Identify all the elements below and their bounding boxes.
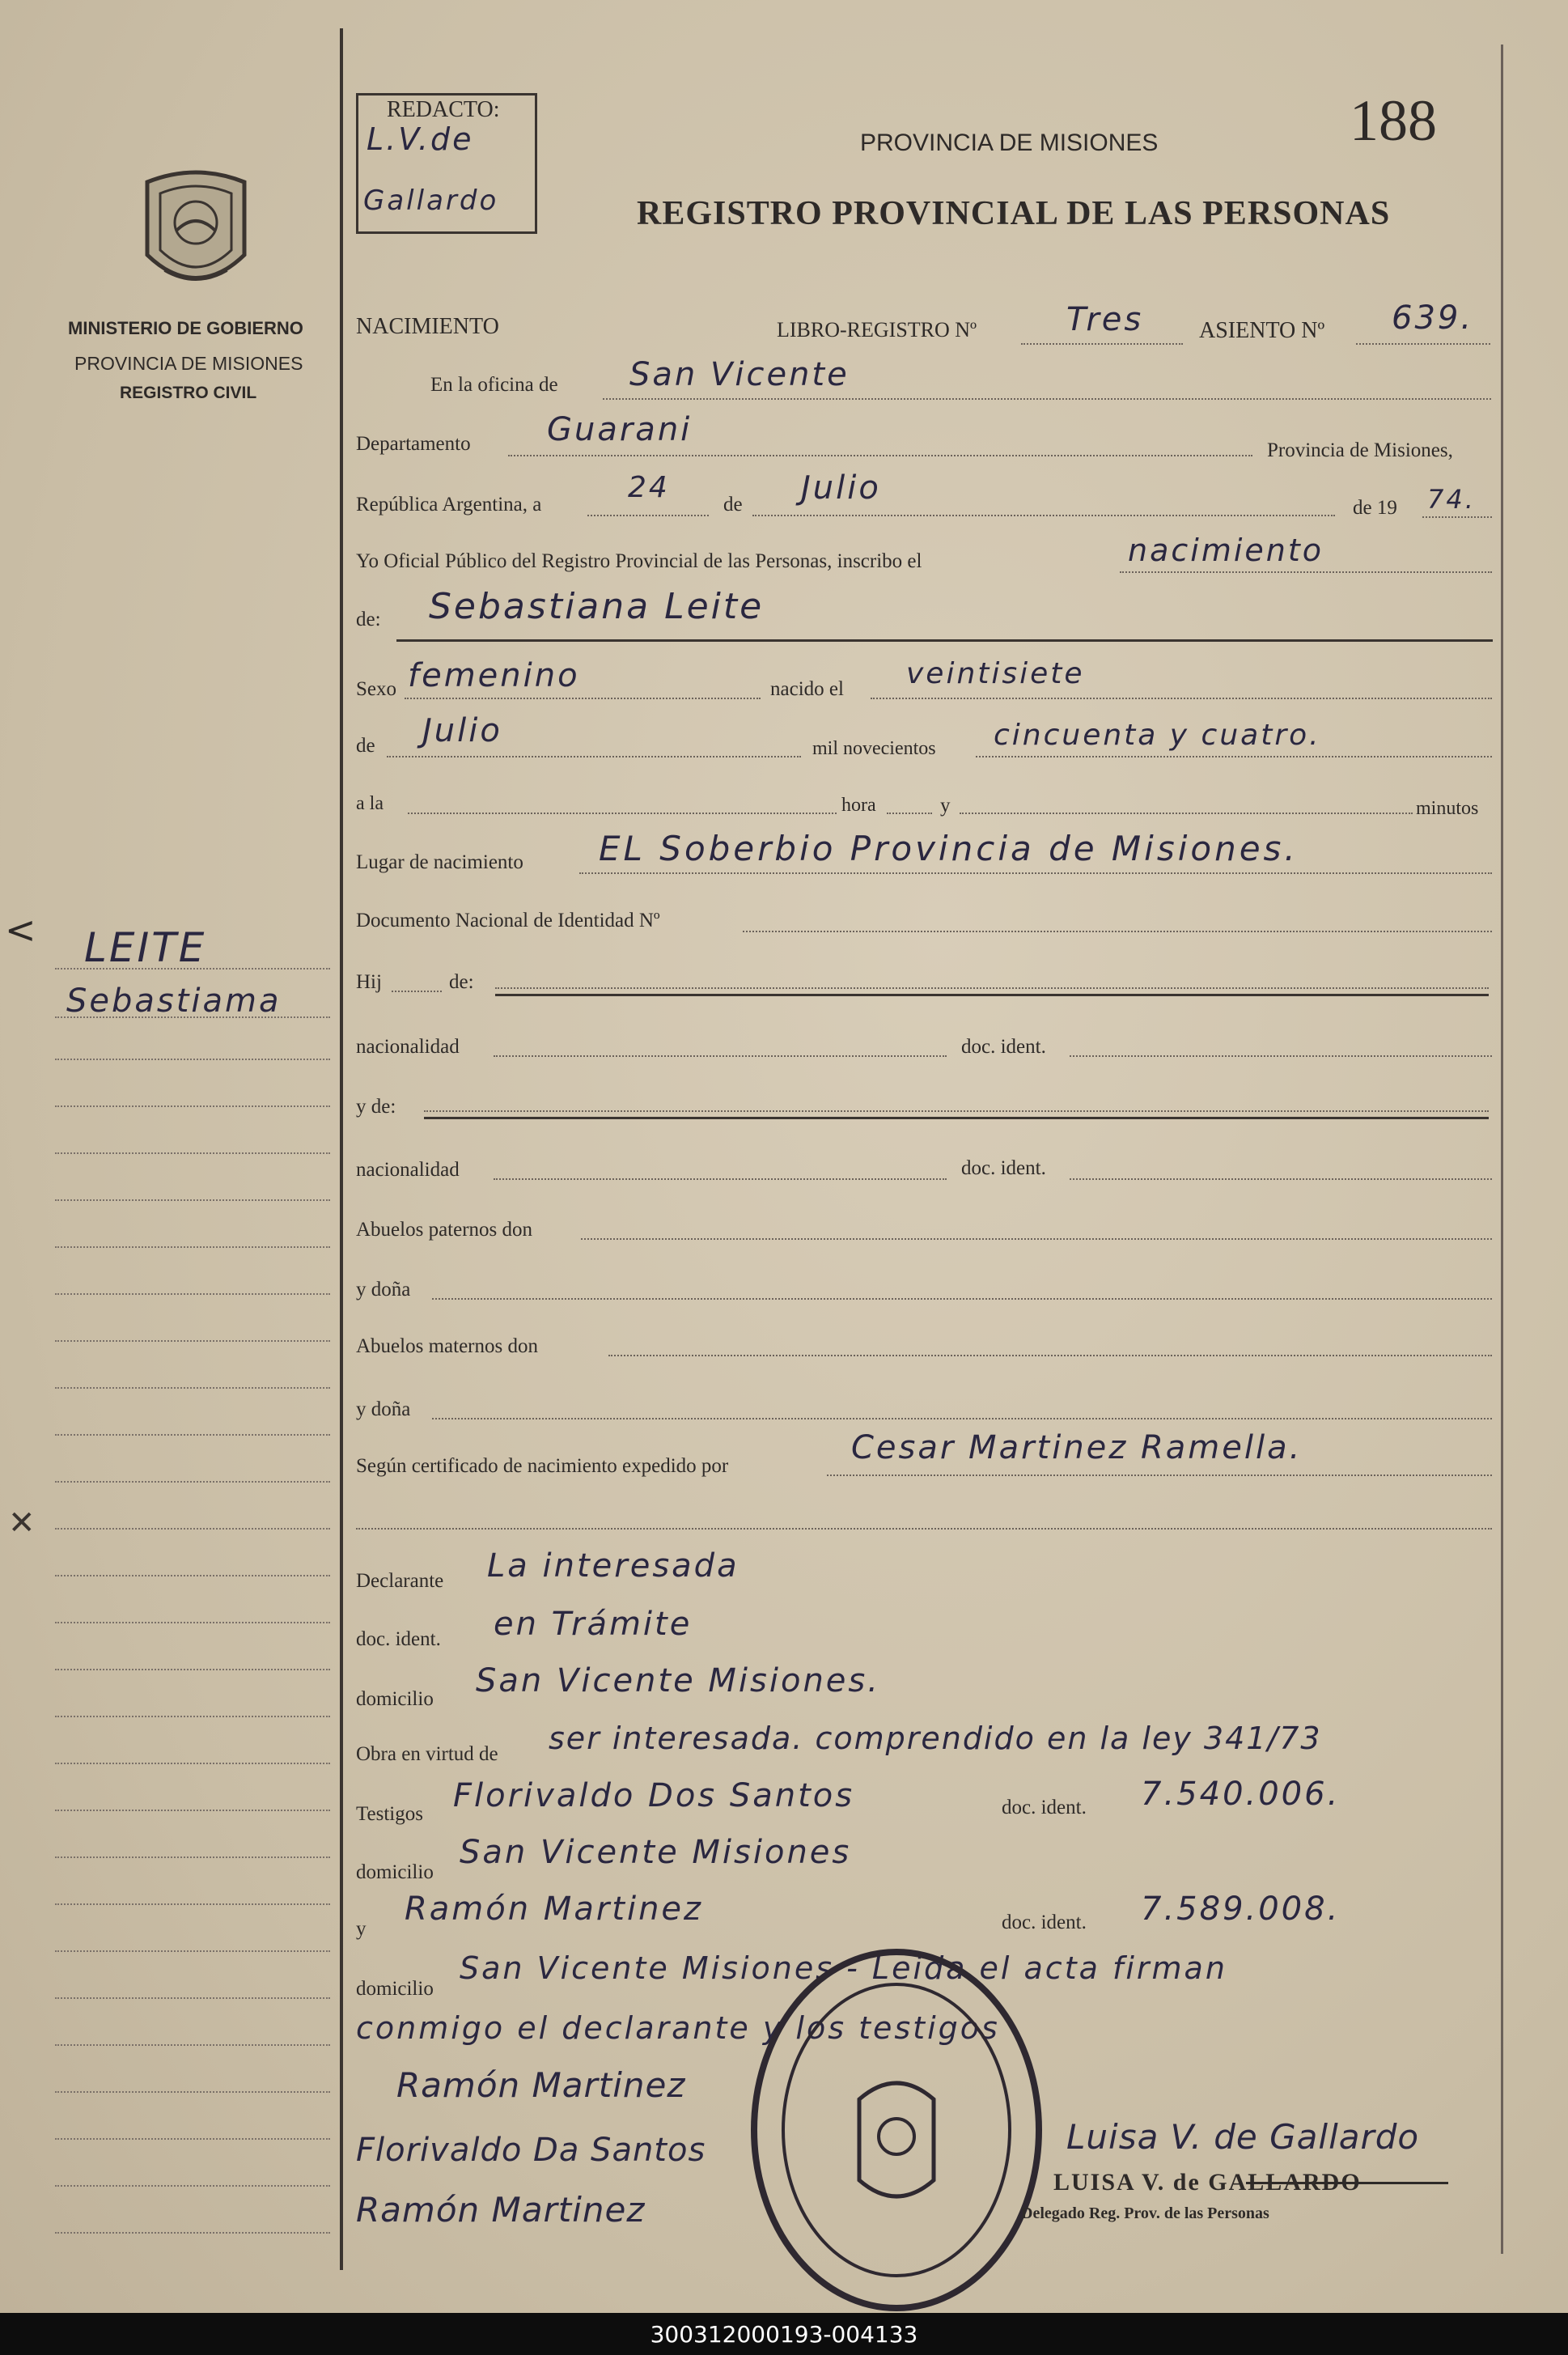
dni-line — [743, 931, 1492, 932]
domicilio-3-value: San Vicente Misiones - Leida el acta firman — [460, 1950, 1227, 1986]
conmigo-value: conmigo el declarante y los testigos — [356, 2010, 1000, 2046]
redacto-value-2: Gallardo — [363, 185, 499, 217]
y-dona-2-label: y doña — [356, 1398, 411, 1420]
official-title: Delegado Reg. Prov. de las Personas — [1021, 2204, 1269, 2222]
docident-5-label: doc. ident. — [1002, 1912, 1087, 1933]
testigos-label: Testigos — [356, 1803, 423, 1825]
hij-name-line — [495, 994, 1489, 996]
redacto-value-1: L.V.de — [367, 121, 474, 157]
sidebar-line — [55, 1856, 330, 1858]
sidebar-line — [55, 1716, 330, 1717]
y-2-label: y — [356, 1918, 367, 1940]
sidebar-line — [55, 1016, 330, 1018]
mes2-value: Julio — [422, 712, 502, 749]
registry-title: REGISTRO PROVINCIAL DE LAS PERSONAS — [637, 195, 1391, 232]
sidebar-line — [55, 2185, 330, 2187]
lugar-label: Lugar de nacimiento — [356, 851, 523, 873]
nacionalidad-2-line — [494, 1178, 947, 1180]
sidebar-mark: ✕ — [8, 1504, 36, 1541]
y-de-label: y de: — [356, 1096, 396, 1118]
signature-3: Ramón Martinez — [356, 2190, 646, 2230]
redacto-label: REDACTO: — [387, 97, 500, 122]
sidebar-line — [55, 2091, 330, 2093]
sidebar-line — [55, 1810, 330, 1811]
mes-line — [752, 515, 1335, 516]
sidebar-line — [55, 1528, 330, 1530]
hij-line — [392, 991, 442, 992]
inscribo-value: nacimiento — [1128, 533, 1324, 568]
sidebar-province-label: PROVINCIA DE MISIONES — [74, 353, 303, 374]
docident-2-label: doc. ident. — [961, 1157, 1046, 1179]
sidebar-line — [55, 1199, 330, 1201]
departamento-value: Guarani — [547, 411, 693, 448]
page-number: 188 — [1350, 88, 1437, 153]
docident-4-value: 7.540.006. — [1141, 1776, 1341, 1813]
segun-value: Cesar Martinez Ramella. — [851, 1429, 1303, 1466]
sidebar-line — [55, 1387, 330, 1389]
sexo-value: femenino — [408, 657, 580, 694]
docident-3-label: doc. ident. — [356, 1628, 441, 1650]
hij-de-label: de: — [449, 971, 474, 993]
hij-label: Hij — [356, 971, 382, 993]
de-label: de — [723, 494, 743, 516]
departamento-line — [508, 455, 1252, 456]
oficina-line — [603, 398, 1491, 400]
coat-of-arms-icon — [136, 166, 256, 297]
sexo-label: Sexo — [356, 678, 396, 700]
obra-label: Obra en virtud de — [356, 1743, 498, 1765]
domicilio-1-label: domicilio — [356, 1688, 434, 1710]
y-de-line — [424, 1117, 1489, 1119]
domicilio-1-value: San Vicente Misiones. — [476, 1662, 880, 1699]
registry-stamp-icon — [746, 1946, 1047, 2315]
obra-value: ser interesada. comprendido en la ley 341/73 — [549, 1721, 1322, 1756]
mes2-line — [387, 756, 801, 757]
docident-1-label: doc. ident. — [961, 1036, 1046, 1058]
y-dona-1-line — [432, 1298, 1492, 1300]
sidebar-line — [55, 1293, 330, 1295]
hij-name-dots — [495, 987, 1489, 989]
sidebar-line — [55, 1575, 330, 1576]
nacido-value: veintisiete — [906, 657, 1085, 690]
nombre-line — [396, 639, 1493, 642]
yo-oficial-label: Yo Oficial Público del Registro Provincial de las Personas, inscribo el — [356, 550, 922, 572]
mil-value: cincuenta y cuatro. — [994, 719, 1321, 752]
nacimiento-label: NACIMIENTO — [356, 314, 499, 339]
minutos-label: minutos — [1416, 798, 1479, 819]
official-name: LUISA V. de GALLARDO — [1053, 2169, 1362, 2196]
mes-value: Julio — [801, 469, 881, 507]
sexo-line — [405, 698, 761, 699]
anio-line — [1422, 516, 1492, 518]
hora-line — [408, 813, 837, 814]
sidebar-line — [55, 1622, 330, 1623]
segun-line — [827, 1475, 1492, 1476]
de-colon-label: de: — [356, 609, 381, 630]
sidebar-surname: LEITE — [84, 924, 207, 971]
nacionalidad-1-line — [494, 1055, 947, 1057]
sidebar-line — [55, 1763, 330, 1764]
abuelos-paternos-line — [581, 1238, 1492, 1240]
declarante-label: Declarante — [356, 1570, 444, 1592]
mil-line — [976, 756, 1492, 757]
oficina-value: San Vicente — [629, 356, 850, 393]
docident-1-line — [1070, 1055, 1492, 1057]
redacto-box — [356, 93, 537, 234]
inscribo-line — [1120, 571, 1492, 573]
libro-line — [1021, 343, 1183, 345]
sidebar-line — [55, 1152, 330, 1154]
dia-value: 24 — [628, 471, 670, 504]
nacido-label: nacido el — [770, 678, 844, 700]
y-dona-1-label: y doña — [356, 1279, 411, 1301]
dia-line — [587, 515, 709, 516]
testigo-2-value: Ramón Martinez — [405, 1890, 704, 1928]
sidebar-line — [55, 1481, 330, 1483]
asiento-value: 639. — [1392, 299, 1474, 337]
abuelos-maternos-line — [608, 1355, 1492, 1356]
sidebar-line — [55, 1669, 330, 1670]
image-id-footer — [0, 2313, 1568, 2355]
sidebar-line — [55, 1105, 330, 1107]
asiento-label: ASIENTO Nº — [1199, 318, 1325, 343]
oficina-label: En la oficina de — [430, 374, 558, 396]
asiento-line — [1356, 343, 1490, 345]
minutos-line — [960, 813, 1413, 814]
province-heading: PROVINCIA DE MISIONES — [860, 129, 1159, 156]
y-de-dots — [424, 1110, 1489, 1112]
sidebar-line — [55, 2138, 330, 2140]
libro-label: LIBRO-REGISTRO Nº — [777, 318, 977, 342]
nacido-line — [871, 698, 1492, 699]
sidebar-line — [55, 968, 330, 970]
sidebar-line — [55, 1997, 330, 1999]
sidebar-line — [55, 1059, 330, 1060]
domicilio-2-value: San Vicente Misiones — [460, 1834, 852, 1871]
de19-label: de 19 — [1353, 497, 1397, 519]
domicilio-3-label: domicilio — [356, 1978, 434, 2000]
provincia-misiones-label: Provincia de Misiones, — [1267, 439, 1453, 461]
sidebar-line — [55, 1434, 330, 1436]
civil-registry-label: REGISTRO CIVIL — [120, 384, 257, 402]
margin-divider-left — [340, 28, 343, 2270]
sidebar-line — [55, 1340, 330, 1342]
signature-1: Ramón Martinez — [396, 2065, 686, 2105]
mil-novecientos-label: mil novecientos — [812, 738, 936, 759]
de2-label: de — [356, 735, 375, 757]
sidebar-line — [55, 2044, 330, 2046]
nacionalidad-2-label: nacionalidad — [356, 1159, 460, 1181]
nombre-value: Sebastiana Leite — [429, 586, 765, 627]
republica-label: República Argentina, a — [356, 494, 542, 516]
dni-label: Documento Nacional de Identidad Nº — [356, 910, 660, 931]
lugar-value: EL Soberbio Provincia de Misiones. — [599, 829, 1299, 868]
sidebar-given-name: Sebastiama — [66, 982, 282, 1020]
sidebar-line — [55, 2232, 330, 2234]
anio-value: 74. — [1427, 484, 1476, 515]
ministry-label: MINISTERIO DE GOBIERNO — [68, 318, 303, 338]
testigo-1-value: Florivaldo Dos Santos — [453, 1777, 855, 1814]
hora-label: hora — [841, 795, 876, 816]
libro-value: Tres — [1066, 301, 1144, 338]
departamento-label: Departamento — [356, 433, 471, 455]
abuelos-paternos-label: Abuelos paternos don — [356, 1219, 533, 1241]
declarante-value: La interesada — [487, 1547, 740, 1585]
segun-label: Según certificado de nacimiento expedido por — [356, 1455, 729, 1477]
docident-2-line — [1070, 1178, 1492, 1180]
y-dona-2-line — [432, 1418, 1492, 1419]
sidebar-line — [55, 1950, 330, 1952]
lugar-line — [579, 872, 1492, 874]
docident-4-label: doc. ident. — [1002, 1797, 1087, 1818]
margin-divider-right — [1501, 45, 1503, 2254]
sidebar-line — [55, 1903, 330, 1905]
y-label: y — [940, 795, 951, 817]
sidebar-line — [55, 1246, 330, 1248]
nacionalidad-1-label: nacionalidad — [356, 1036, 460, 1058]
docident-3-value: en Trámite — [494, 1606, 693, 1643]
ala-label: a la — [356, 793, 384, 814]
domicilio-2-label: domicilio — [356, 1861, 434, 1883]
docident-5-value: 7.589.008. — [1141, 1890, 1341, 1928]
official-signature: Luisa V. de Gallardo — [1066, 2117, 1420, 2157]
image-id-label: 300312000193-004133 — [650, 2320, 918, 2348]
hora-y-line — [887, 813, 932, 814]
segun-line-2 — [356, 1528, 1492, 1530]
sidebar-arrow: < — [5, 908, 39, 952]
signature-2: Florivaldo Da Santos — [356, 2132, 706, 2169]
abuelos-maternos-label: Abuelos maternos don — [356, 1335, 538, 1357]
official-name-strike — [1246, 2182, 1448, 2184]
